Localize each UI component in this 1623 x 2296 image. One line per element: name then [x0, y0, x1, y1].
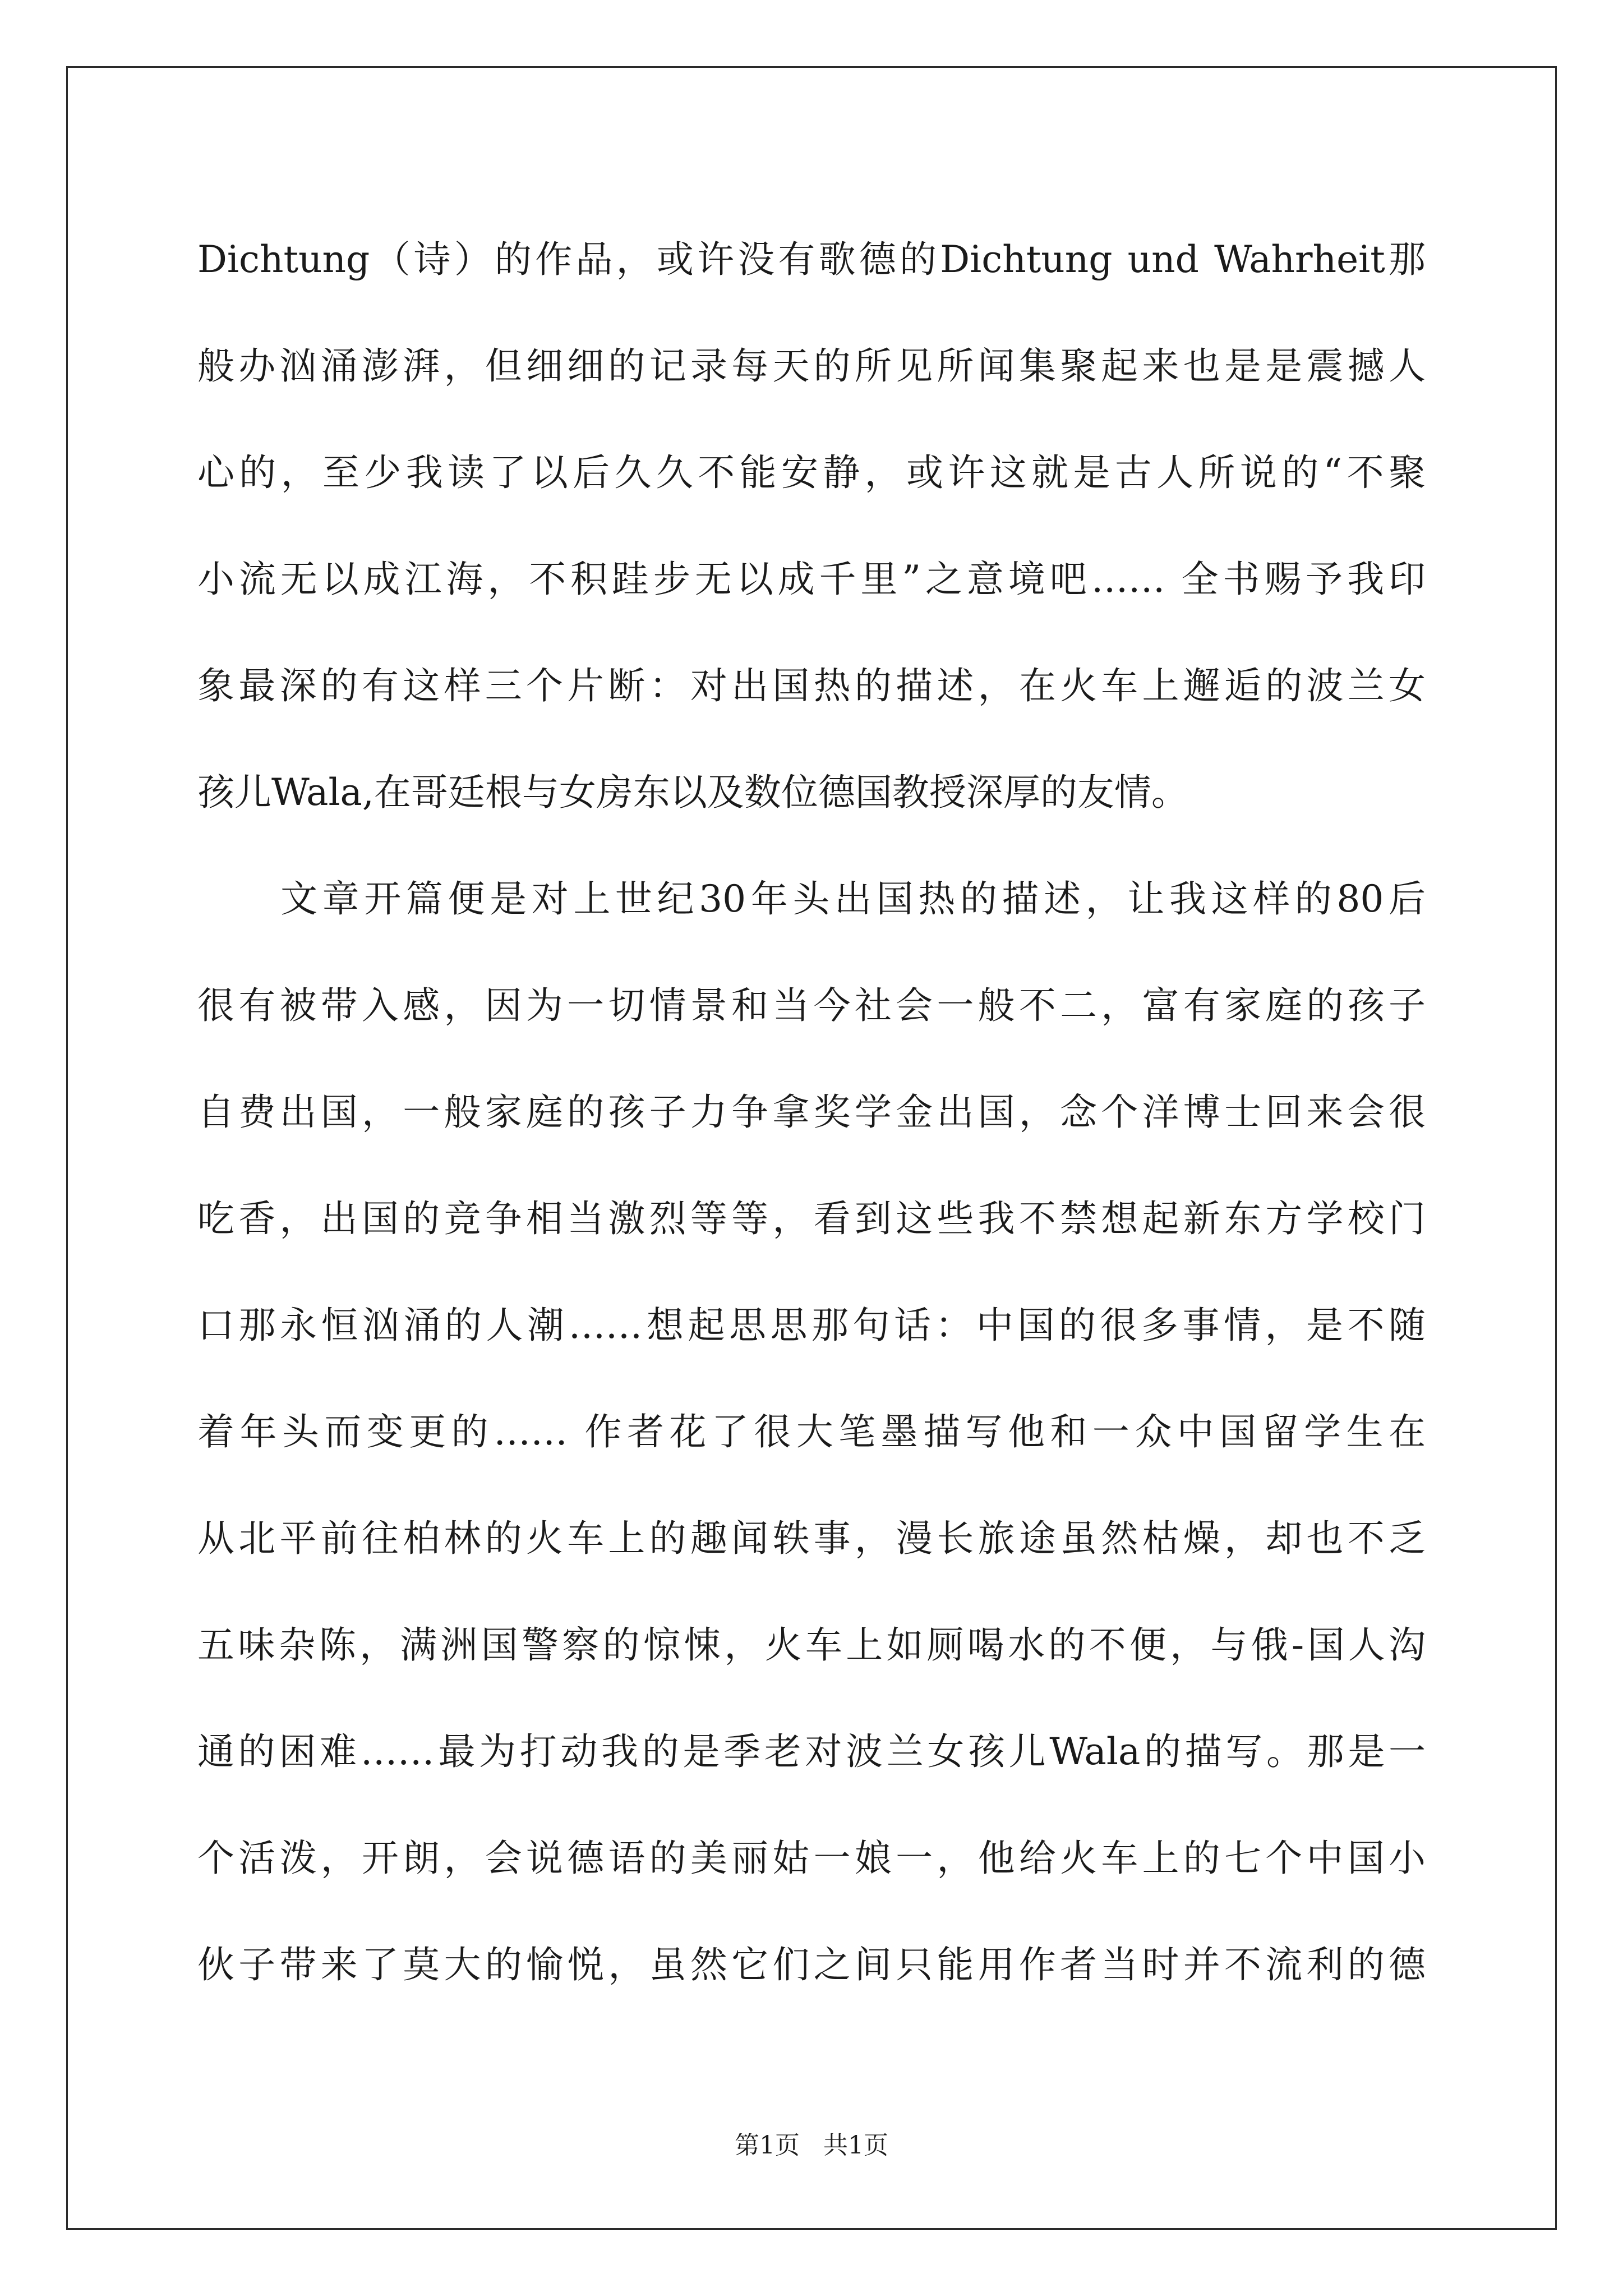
document-body: [197, 206, 1426, 2018]
text-line: 五味杂陈，满洲国警察的惊悚，火车上如厕喝水的不便，与俄-国人沟: [197, 1623, 1426, 1667]
text-line: 从北平前往柏林的火车上的趣闻轶事，漫长旅途虽然枯燥，却也不乏: [197, 1517, 1426, 1560]
text-line: 吃香，出国的竞争相当激烈等等，看到这些我不禁想起新东方学校门: [197, 1197, 1426, 1240]
text-line: 很有被带入感，因为一切情景和当今社会一般不二，富有家庭的孩子: [197, 984, 1426, 1027]
page-footer: [0, 2129, 1623, 2162]
text-line: 般办汹涌澎湃，但细细的记录每天的所见所闻集聚起来也是是震撼人: [197, 344, 1426, 388]
text-line: 着年头而变更的…… 作者花了很大笔墨描写他和一众中国留学生在: [197, 1410, 1426, 1453]
text-line: Dichtung（诗）的作品，或许没有歌德的Dichtung und Wahrheit那: [197, 238, 1426, 281]
text-line: 通的困难……最为打动我的是季老对波兰女孩儿Wala的描写。那是一: [197, 1730, 1426, 1773]
text-line: 孩儿Wala,在哥廷根与女房东以及数位德国教授深厚的友情。: [197, 771, 1188, 814]
text-line: 小流无以成江海，不积跬步无以成千里”之意境吧…… 全书赐予我印: [197, 558, 1426, 601]
text-line: 口那永恒汹涌的人潮……想起思思那句话：中国的很多事情，是不随: [197, 1304, 1426, 1347]
text-line: 伙子带来了莫大的愉悦，虽然它们之间只能用作者当时并不流利的德: [197, 1943, 1426, 1986]
text-line: 自费出国，一般家庭的孩子力争拿奖学金出国，念个洋博士回来会很: [197, 1091, 1426, 1134]
page-number-current: 第1页: [735, 2131, 800, 2160]
page-number-total: 共1页: [823, 2131, 888, 2160]
text-line: 象最深的有这样三个片断：对出国热的描述，在火车上邂逅的波兰女: [197, 664, 1426, 707]
text-line: 个活泼，开朗，会说德语的美丽姑一娘一，他给火车上的七个中国小: [197, 1837, 1426, 1880]
text-line: 心的，至少我读了以后久久不能安静，或许这就是古人所说的“不聚: [197, 451, 1426, 494]
text-line: 文章开篇便是对上世纪30年头出国热的描述，让我这样的80后: [280, 877, 1426, 921]
